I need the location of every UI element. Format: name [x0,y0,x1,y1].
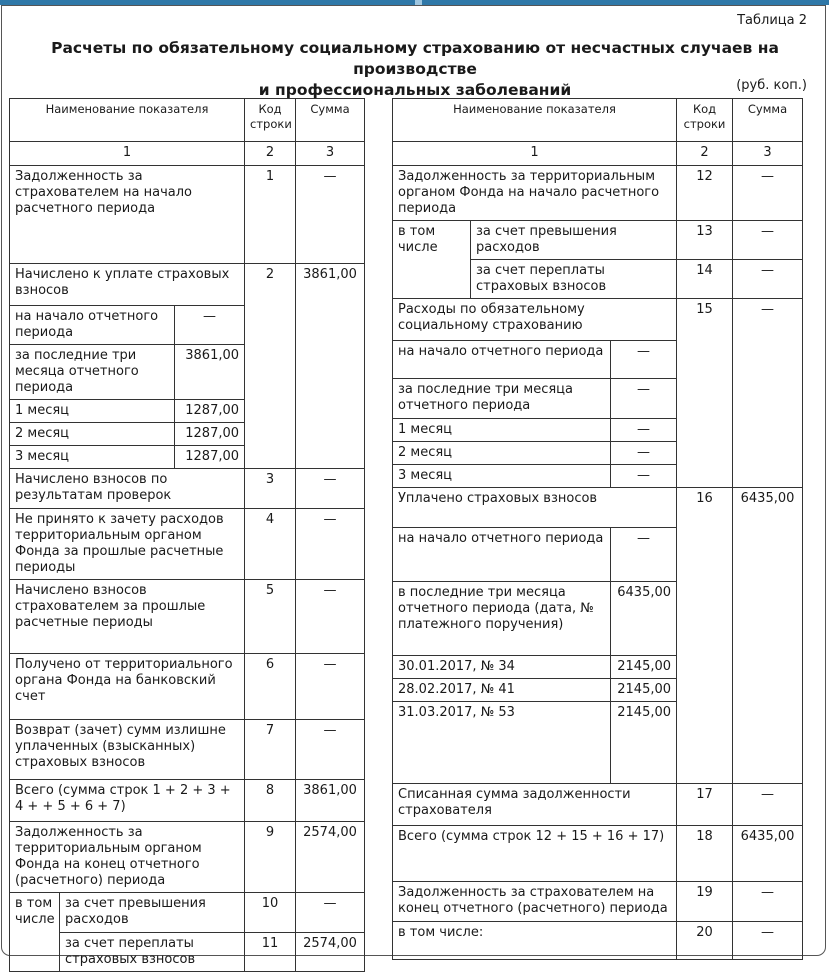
row-name: Начислено взносов страхователем за прошлые расчетные периоды [10,580,245,654]
in-total-label: в том числе [10,893,60,972]
col-number-row [10,142,365,166]
table-row [393,488,803,528]
row-name: Задолженность за территориальным органом Фонда на начало расчетного периода [393,166,677,221]
table-row [393,922,803,960]
row-name: Всего (сумма строк 12 + 15 + 16 + 17) [393,826,677,882]
title-line-1: Расчеты по обязательному социальному страхованию от несчастных случаев на производстве [51,39,779,78]
col-header-name: Наименование показателя [10,99,245,142]
row-sum: 3861,00 [296,264,365,469]
col-number-3: 3 [733,142,803,166]
row-code: 14 [677,260,733,299]
subrow-name: на начало отчетного периода [10,306,175,345]
row-sum: 2574,00 [296,822,365,893]
subrow-value: — [611,341,677,379]
subrow-name: за последние три месяца отчетного периода [393,379,611,419]
units-note: (руб. коп.) [736,78,807,93]
row-sum: — [296,166,365,264]
row-sum: 6435,00 [733,488,803,784]
col-number-row [393,142,803,166]
row-code: 9 [245,822,296,893]
row-name: за счет переплаты страховых взносов [471,260,677,299]
col-number-1: 1 [10,142,245,166]
col-number-2: 2 [677,142,733,166]
table-row [10,933,365,972]
row-code: 3 [245,469,296,509]
subrow-value: 1287,00 [175,423,245,446]
row-code: 11 [245,933,296,972]
subrow-name: 1 месяц [10,400,175,423]
table-row [10,654,365,720]
row-name: за счет переплаты страховых взносов [60,933,245,972]
table-row [10,509,365,580]
table-row [393,826,803,882]
row-code: 13 [677,221,733,260]
row-code: 2 [245,264,296,469]
row-sum: — [733,882,803,922]
table-row [393,299,803,341]
subrow-name: 3 месяц [393,465,611,488]
subrow-name: 2 месяц [10,423,175,446]
row-sum: — [733,221,803,260]
subrow-name: за последние три месяца отчетного периода [10,345,175,400]
row-code: 6 [245,654,296,720]
col-number-1: 1 [393,142,677,166]
col-header-code: Код строки [245,99,296,142]
row-sum: — [733,299,803,488]
row-code: 17 [677,784,733,826]
col-number-2: 2 [245,142,296,166]
table-row [10,469,365,509]
table-row [393,882,803,922]
table-header-row [10,99,365,142]
subrow-value: — [611,379,677,419]
row-sum: 6435,00 [733,826,803,882]
row-code: 12 [677,166,733,221]
row-name: Возврат (зачет) сумм излишне уплаченных (взысканных) страховых взносов [10,720,245,780]
row-code: 20 [677,922,733,960]
table-row [10,893,365,933]
subrow-value: 3861,00 [175,345,245,400]
row-name: Задолженность за страхователем на конец отчетного (расчетного) периода [393,882,677,922]
row-sum: — [296,509,365,580]
payment-order: 28.02.2017, № 41 [393,679,611,702]
payment-order: 30.01.2017, № 34 [393,656,611,679]
payment-amount: 2145,00 [611,679,677,702]
row-sum: — [296,580,365,654]
subrow-value: 1287,00 [175,400,245,423]
row-sum: — [733,260,803,299]
payment-order: 31.03.2017, № 53 [393,702,611,784]
row-code: 4 [245,509,296,580]
row-name: за счет превышения расходов [60,893,245,933]
subrow-name: 1 месяц [393,419,611,442]
row-sum: 2574,00 [296,933,365,972]
subrow-name: на начало отчетного периода [393,528,611,582]
subrow-name: в последние три месяца отчетного периода (дата, № платежного поручения) [393,582,611,656]
row-sum: — [296,720,365,780]
row-code: 1 [245,166,296,264]
document-title [20,38,810,101]
row-name: в том числе: [393,922,677,960]
row-code: 10 [245,893,296,933]
row-name: Уплачено страховых взносов [393,488,677,528]
subrow-name: 3 месяц [10,446,175,469]
table-row [393,784,803,826]
table-row [393,221,803,260]
subrow-value: — [611,419,677,442]
in-total-label: в том числе [393,221,471,299]
row-sum: — [296,469,365,509]
row-code: 8 [245,780,296,822]
row-name: Начислено к уплате страховых взносов [10,264,245,306]
row-name: Списанная сумма задолженности страхователя [393,784,677,826]
row-sum: — [733,166,803,221]
right-table [392,98,803,960]
row-name: Получено от территориального органа Фонда на банковский счет [10,654,245,720]
subrow-value: — [611,528,677,582]
table-row [10,264,365,306]
row-code: 18 [677,826,733,882]
row-sum: — [296,893,365,933]
subrow-value: — [611,465,677,488]
row-code: 19 [677,882,733,922]
row-name: Всего (сумма строк 1 + 2 + 3 + 4 + + 5 + 6 + 7) [10,780,245,822]
col-header-sum: Сумма [296,99,365,142]
row-name: Расходы по обязательному социальному страхованию [393,299,677,341]
row-sum: 3861,00 [296,780,365,822]
row-name: Задолженность за страхователем на начало расчетного периода [10,166,245,264]
subrow-value: 1287,00 [175,446,245,469]
row-sum: — [733,784,803,826]
table-row [10,780,365,822]
title-line-2: и профессиональных заболеваний [258,81,572,99]
subrow-value: 6435,00 [611,582,677,656]
table-row [10,822,365,893]
subrow-name: 2 месяц [393,442,611,465]
table-row [393,166,803,221]
row-code: 15 [677,299,733,488]
row-code: 16 [677,488,733,784]
col-header-code: Код строки [677,99,733,142]
payment-amount: 2145,00 [611,656,677,679]
col-number-3: 3 [296,142,365,166]
table-number: Таблица 2 [737,13,807,28]
row-sum: — [733,922,803,960]
subrow-value: — [611,442,677,465]
row-code: 5 [245,580,296,654]
col-header-sum: Сумма [733,99,803,142]
table-header-row [393,99,803,142]
payment-amount: 2145,00 [611,702,677,784]
table-row [10,580,365,654]
left-table [9,98,365,972]
row-code: 7 [245,720,296,780]
row-name: Задолженность за территориальным органом Фонда на конец отчетного (расчетного) периода [10,822,245,893]
subrow-value: — [175,306,245,345]
row-name: Не принято к зачету расходов территориальным органом Фонда за прошлые расчетные периоды [10,509,245,580]
row-name: Начислено взносов по результатам проверок [10,469,245,509]
table-row [10,720,365,780]
row-sum: — [296,654,365,720]
table-row [10,166,365,264]
subrow-name: на начало отчетного периода [393,341,611,379]
row-name: за счет превышения расходов [471,221,677,260]
col-header-name: Наименование показателя [393,99,677,142]
